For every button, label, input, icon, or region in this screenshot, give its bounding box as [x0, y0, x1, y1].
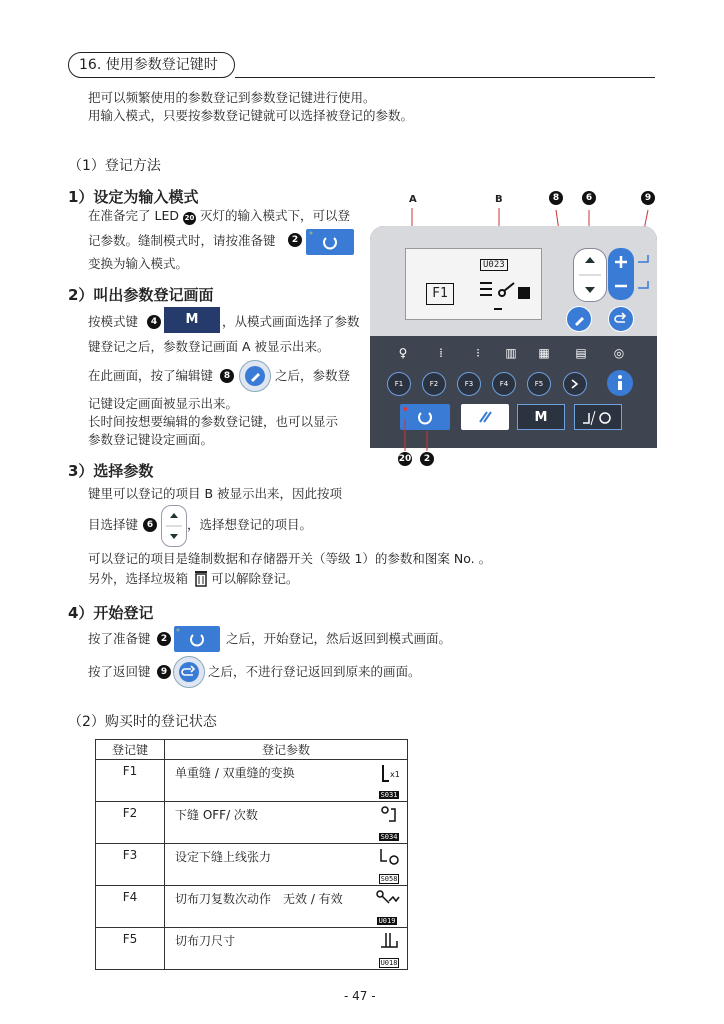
label-b: B: [495, 194, 503, 205]
step1-line1: [88, 207, 350, 225]
step4-line2b: 之后，不进行登记返回到原来的画面。: [208, 664, 421, 679]
circled-6-icon: 6: [143, 518, 157, 532]
info-icon: [607, 370, 633, 396]
scissors-icon: [478, 275, 538, 315]
row5-code: U018: [380, 959, 398, 967]
f4-key[interactable]: F4: [492, 372, 516, 396]
header-param: 登记参数: [165, 740, 408, 760]
f2-key[interactable]: F2: [422, 372, 446, 396]
row3-param: 设定下缝上线张力: [175, 850, 272, 864]
step2-line2: 键登记之后，参数登记画面 A 被显示出来。: [88, 339, 330, 354]
ready-icon: [174, 626, 220, 652]
circled-20-icon: 20: [183, 212, 196, 225]
step3-line2b: ，选择想登记的项目。: [187, 517, 313, 532]
intro-line-2: 用输入模式，只要按参数登记键就可以选择被登记的参数。: [88, 108, 414, 123]
step3-title: 3）选择参数: [68, 462, 154, 480]
pencil-icon: [567, 307, 591, 331]
callout-2: 2: [420, 452, 434, 466]
step3-line1: 键里可以登记的项目 B 被显示出来，因此按项: [88, 486, 343, 501]
row2-code: S034: [380, 833, 398, 841]
mode-key[interactable]: M: [517, 404, 565, 430]
f3-key[interactable]: F3: [457, 372, 481, 396]
winder-key[interactable]: [574, 404, 622, 430]
step3-line4a: 另外，选择垃圾箱: [88, 571, 189, 586]
step3-line2a: 目选择键: [88, 517, 139, 532]
bottom-stitch-icon: [377, 805, 401, 825]
f1-key[interactable]: F1: [387, 372, 411, 396]
section2-title: （2）购买时的登记状态: [68, 714, 217, 730]
up-down-arrows-icon: [574, 249, 606, 301]
row1-code: S031: [380, 791, 398, 799]
step4-line1b: 之后，开始登记，然后返回到模式画面。: [226, 631, 452, 646]
length-icon[interactable]: ⁝: [476, 346, 480, 360]
header-key: 登记键: [96, 740, 165, 760]
step1-line1-a: 在准备完了 LED: [88, 208, 179, 223]
plus-minus-key[interactable]: [608, 248, 634, 300]
circled-8-icon: 8: [220, 369, 234, 383]
table-row: [165, 760, 408, 802]
edit-key-button[interactable]: [239, 360, 271, 392]
chevron-icon: [564, 373, 586, 395]
row5-key: F5: [96, 928, 165, 970]
step1-title: 1）设定为输入模式: [68, 188, 199, 206]
row3-code: S058: [380, 875, 398, 883]
return-icon: [174, 657, 204, 687]
table-row: [165, 802, 408, 844]
thread-clamp-key[interactable]: [461, 404, 509, 430]
row4-param: 切布刀复数次动作 无效 / 有效: [175, 892, 343, 906]
item-select-key[interactable]: [573, 248, 607, 302]
step4-line1a: 按了准备键: [88, 631, 151, 646]
return-key[interactable]: [608, 306, 634, 332]
table-row: [165, 928, 408, 970]
info-key[interactable]: [607, 370, 633, 396]
row3-icon: [377, 847, 401, 884]
pencil-icon: [240, 361, 270, 391]
row3-key: F3: [96, 844, 165, 886]
stitch-x1-icon: [377, 763, 401, 783]
ready-key-button[interactable]: [306, 229, 354, 255]
svg-text:x1: x1: [390, 770, 400, 779]
trash-icon: [193, 569, 209, 587]
step4-line2a: 按了返回键: [88, 664, 151, 679]
edit-key[interactable]: [566, 306, 592, 332]
mode-key-button[interactable]: M: [164, 307, 220, 333]
section-title: 16. 使用参数登记键时: [68, 52, 235, 78]
row4-icon: [373, 889, 401, 926]
circled-2b-icon: 2: [157, 632, 171, 646]
lcd-code: U023: [480, 259, 508, 271]
circled-2-icon: 2: [288, 233, 302, 247]
step2-line6: 参数登记键设定画面。: [88, 432, 214, 447]
slash-icon: [461, 404, 509, 430]
step4-title: 4）开始登记: [68, 604, 154, 622]
f5-key[interactable]: F5: [527, 372, 551, 396]
circled-9-icon: 9: [157, 665, 171, 679]
intro-line-1: 把可以频繁使用的参数登记到参数登记键进行使用。: [88, 90, 376, 105]
presser-icon[interactable]: ♀: [398, 346, 408, 360]
row1-icon: [377, 763, 401, 800]
lcd-f1: F1: [426, 283, 454, 305]
callout-6: 6: [582, 191, 596, 205]
step2-line3a: 在此画面，按了编辑键: [88, 368, 214, 383]
label-a: A: [409, 194, 417, 205]
cutter-size-icon: [377, 931, 401, 951]
table-row: [165, 844, 408, 886]
title-underline: [235, 77, 655, 78]
row4-key: F4: [96, 886, 165, 928]
plus-minus-icon: [608, 248, 634, 300]
registration-table: [95, 739, 408, 970]
callout-lines-bottom: [395, 415, 435, 455]
callout-20: 20: [398, 454, 412, 464]
row5-param: 切布刀尺寸: [175, 934, 236, 948]
step1-line3: 变换为输入模式。: [88, 256, 189, 271]
pattern-icon[interactable]: ▤: [575, 346, 587, 360]
step2-line3b: 之后，参数登: [275, 368, 351, 383]
comm-key[interactable]: [563, 372, 587, 396]
row1-param: 单重缝 / 双重缝的变换: [175, 766, 295, 780]
row4-code: U019: [378, 917, 396, 925]
step-icon: [636, 252, 650, 296]
section1-title: （1）登记方法: [68, 158, 161, 174]
up-down-arrows-icon: [162, 506, 186, 546]
step2-line1b: ，从模式画面选择了参数: [222, 314, 360, 329]
step3-line3: 可以登记的项目是缝制数据和存储器开关（等级 1）的参数和图案 No. 。: [88, 551, 492, 566]
step2-title: 2）叫出参数登记画面: [68, 286, 214, 304]
ready-icon: [306, 229, 354, 255]
item-select-key-button[interactable]: [161, 505, 187, 547]
step1-line1-b: 灭灯的输入模式下，可以登: [199, 208, 350, 223]
step3-line4b: 可以解除登记。: [211, 571, 299, 586]
width-icon[interactable]: ▥: [505, 346, 517, 360]
bobbin-winder-icon: [575, 405, 623, 431]
stitch-icon[interactable]: ⁞: [439, 346, 443, 360]
callout-9: 9: [641, 191, 655, 205]
page-number: - 47 -: [344, 989, 376, 1003]
step2-line5: 长时间按想要编辑的参数登记键，也可以显示: [88, 414, 339, 429]
ready-key-button-2[interactable]: [174, 626, 220, 652]
row2-key: F2: [96, 802, 165, 844]
count-icon[interactable]: ▦: [538, 346, 550, 360]
step2-line4: 记键设定画面被显示出来。: [88, 396, 239, 411]
row1-key: F1: [96, 760, 165, 802]
callout-8: 8: [549, 191, 563, 205]
step2-line1a: 按模式键: [88, 314, 139, 329]
tension-dial-icon: [377, 847, 401, 867]
row5-icon: [377, 931, 401, 968]
tension-icon[interactable]: ◎: [613, 346, 625, 360]
return-icon: [609, 307, 633, 331]
cutter-multi-icon: [373, 889, 401, 909]
circled-4-icon: 4: [147, 315, 161, 329]
return-key-button[interactable]: [173, 656, 205, 688]
table-row: [165, 886, 408, 928]
row2-param: 下缝 OFF/ 次数: [175, 808, 258, 822]
panel-top: [370, 226, 657, 336]
row2-icon: [377, 805, 401, 842]
lcd-screen: [405, 248, 542, 320]
step1-line2: 记参数。缝制模式时，请按准备键: [88, 233, 276, 248]
